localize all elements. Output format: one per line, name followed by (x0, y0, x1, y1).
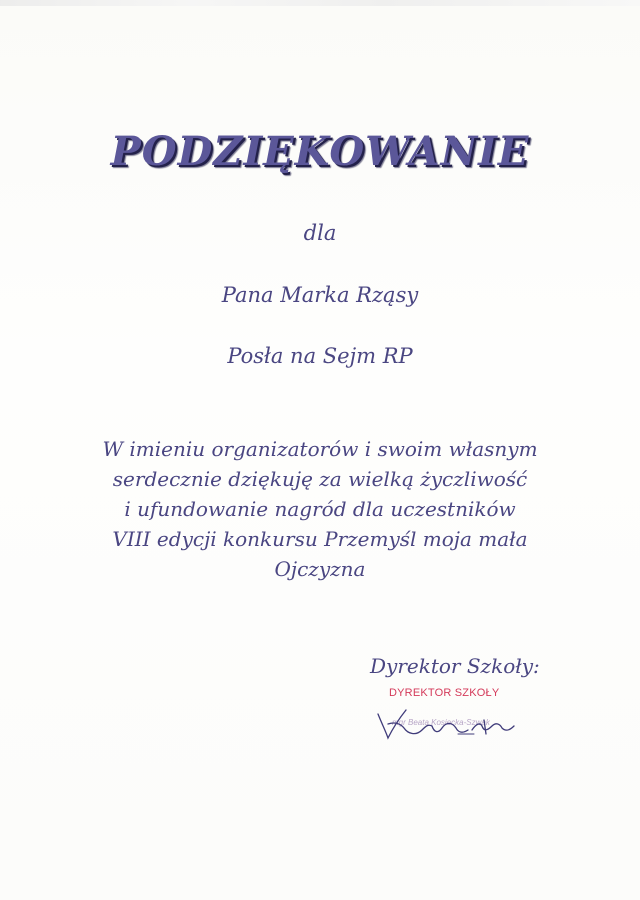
document-title: PODZIĘKOWANIE (110, 128, 530, 175)
recipient-role: Posła na Sejm RP (227, 344, 413, 368)
body-line: i ufundowanie nagród dla uczestników (124, 497, 516, 521)
recipient-name: Pana Marka Rząsy (221, 283, 419, 307)
body-line: W imieniu organizatorów i swoim własnym (102, 437, 538, 461)
body-line: VIII edycji konkursu Przemyśl moja mała (112, 527, 528, 551)
body-line: serdecznie dziękuję za wielką życzliwość (112, 467, 528, 491)
for-word: dla (303, 221, 337, 245)
handwritten-signature (372, 700, 522, 746)
director-stamp: DYREKTOR SZKOŁY (389, 687, 500, 699)
scan-edge (0, 0, 640, 6)
body-line: Ojczyzna (274, 557, 366, 581)
thanks-paragraph (60, 434, 580, 584)
signatory-title: Dyrektor Szkoły: (370, 654, 540, 678)
stamp-name-line: mgr Beata Kosiecka-Szwak (392, 718, 490, 727)
